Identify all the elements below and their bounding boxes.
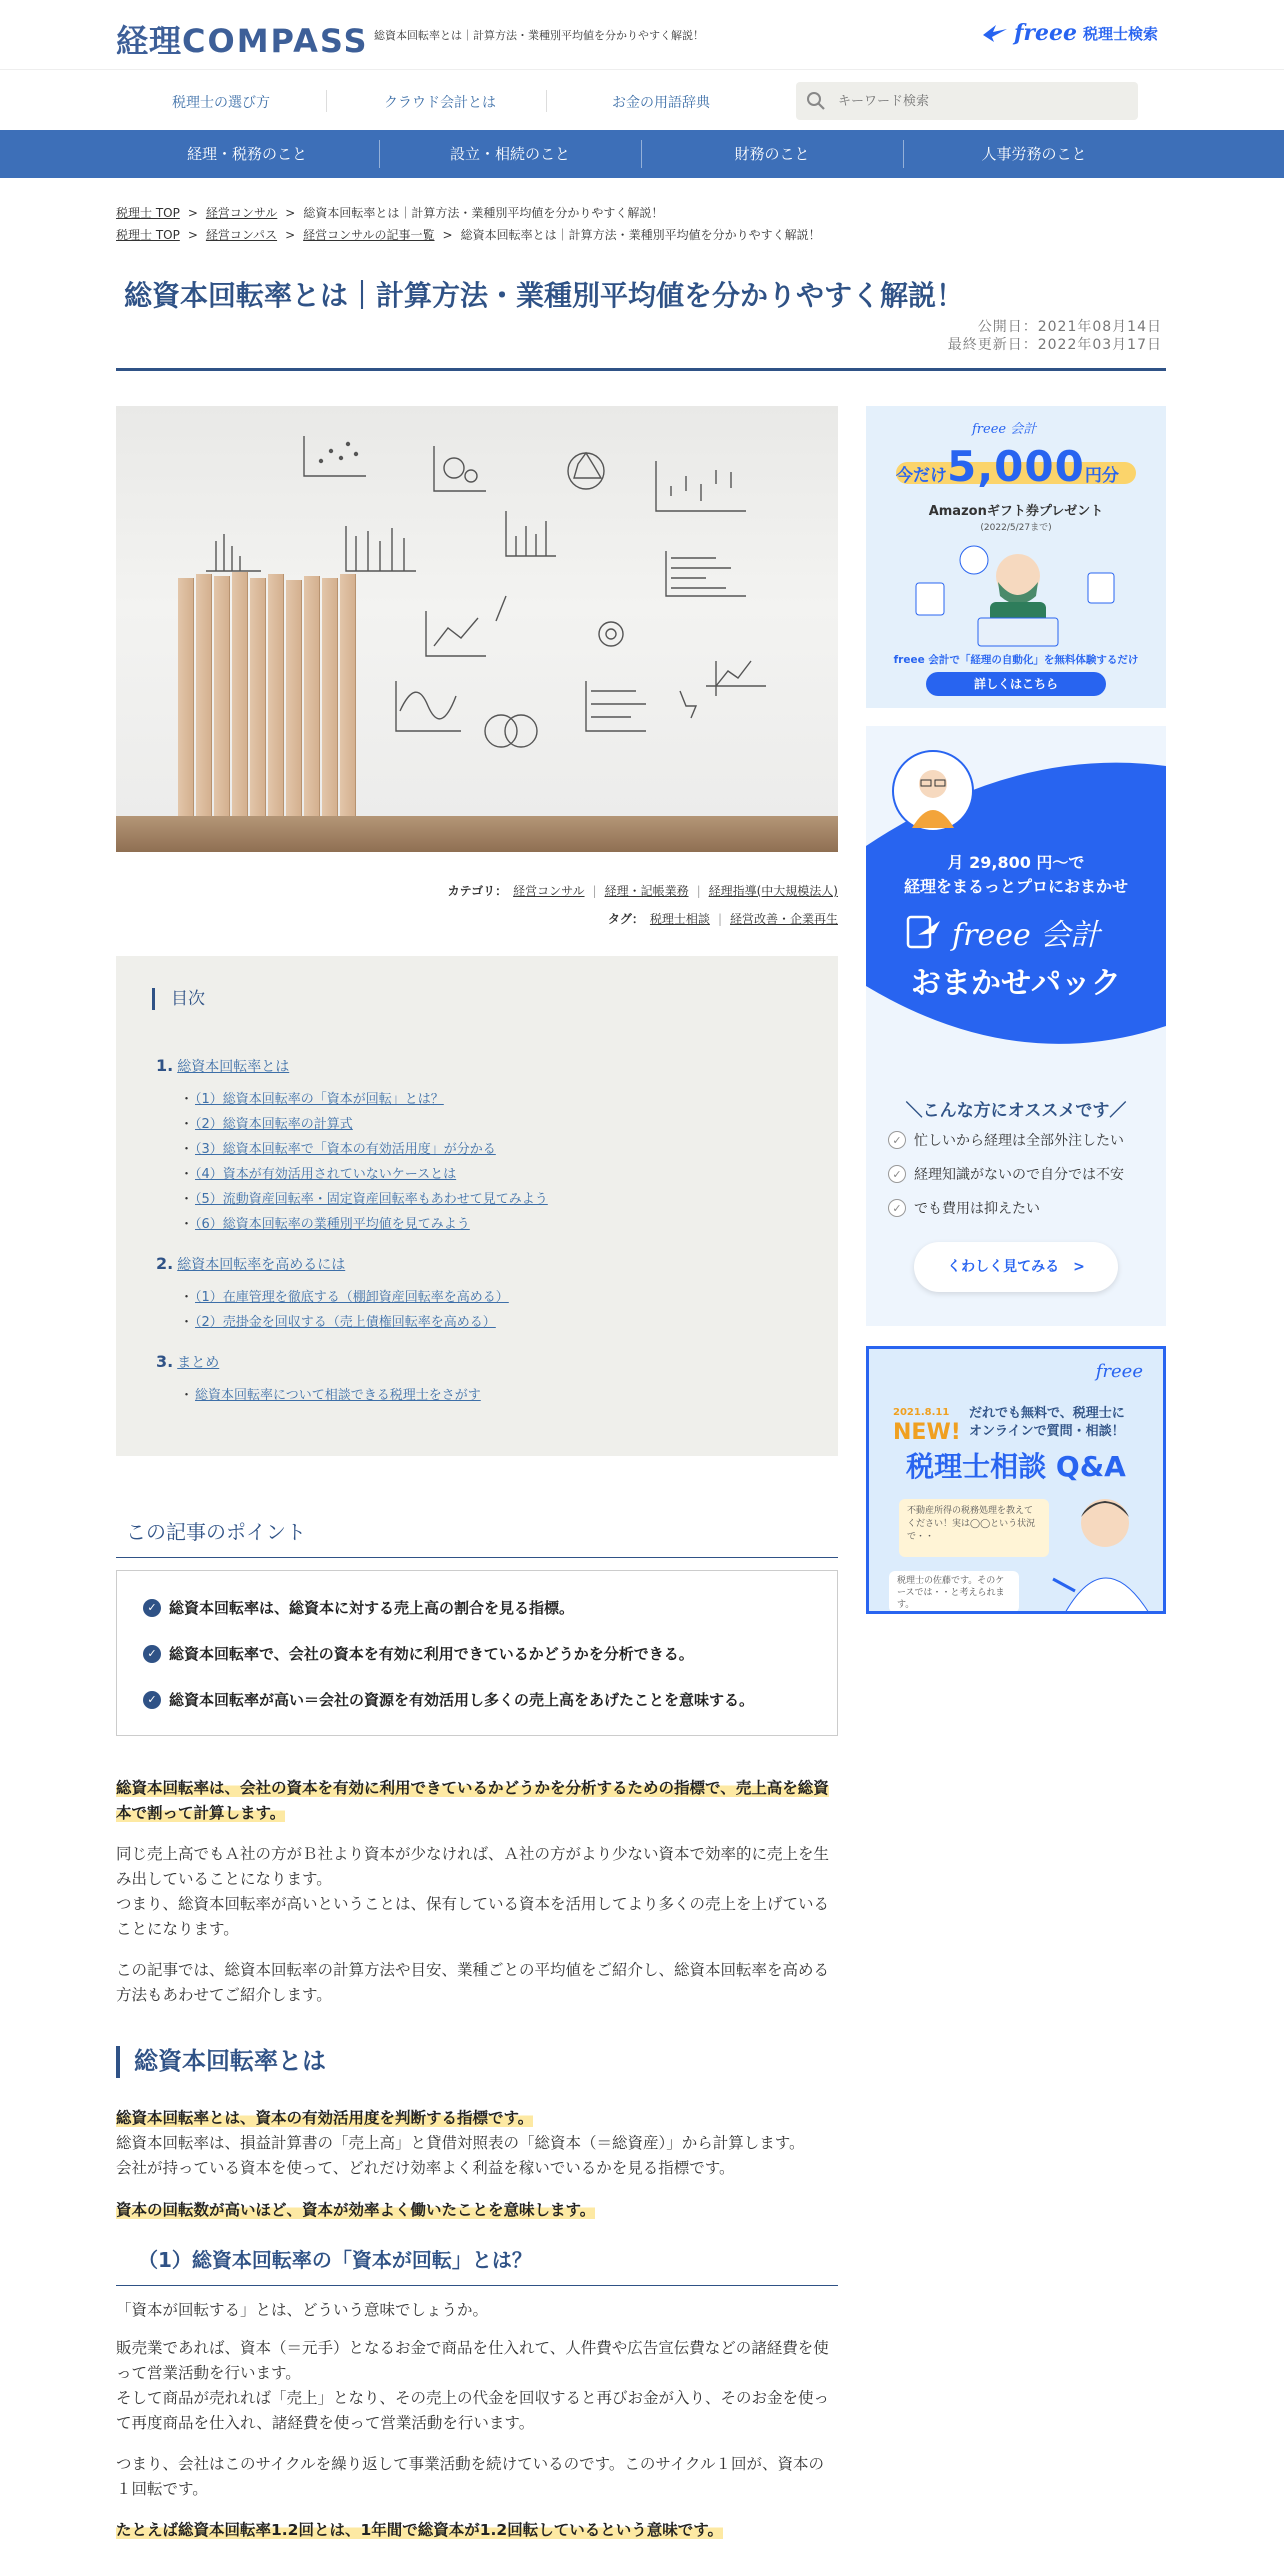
ad-freee-logo: freee [1095,1361,1143,1382]
breadcrumb-link-compass[interactable]: 経営コンパス [205,228,278,242]
main-navigation [0,130,1284,178]
check-circle-icon: ✓ [143,1691,161,1709]
toc-subitem [180,1163,456,1182]
subnav-item-choose-accountant[interactable]: 税理士の選び方 [172,95,270,111]
logo-kanji: 経理 [116,22,183,60]
toc-subitem [180,1088,444,1107]
toc-link[interactable]: （4）資本が有効活用されていないケースとは [195,1167,457,1182]
title-divider [116,368,1166,371]
hero-book [340,574,356,816]
category-link[interactable]: 経理・記帳業務 [604,884,689,898]
freee-bird-icon [982,23,1008,43]
toc-subitem [180,1138,496,1157]
ad-freee-logo: freee 会計 [906,910,1100,954]
updated-date: 最終更新日：2022年03月17日 [947,337,1162,353]
toc-subitem [180,1113,353,1132]
check-circle-icon: ✓ [888,1131,906,1149]
ad-view-more-button[interactable]: くわしく見てみる > [914,1242,1118,1292]
ad-tax-qa[interactable] [866,1346,1166,1614]
section-heading: 総資本回転率とは [116,2046,838,2078]
mainnav-item-accounting-tax[interactable]: 経理・税務のこと [186,145,307,163]
check-circle-icon: ✓ [143,1645,161,1663]
toc-heading: 目次 [152,988,205,1010]
toc-link[interactable]: （2）総資本回転率の計算式 [195,1117,353,1132]
freee-brand-word: freee [1013,20,1077,46]
calculator-icon [906,915,944,949]
breadcrumb: 税理士 TOP > 経営コンパス > 経営コンサルの記事一覧 > 総資本回転率とは｜計算方法・業種別平均値を分かりやすく解説！ [116,228,821,242]
header-tagline: 総資本回転率とは｜計算方法・業種別平均値を分かりやすく解説！ [374,29,704,42]
ad-product-name: おまかせパック [911,966,1121,1001]
hero-image [116,406,838,852]
ad-recommend-heading: ＼こんな方にオススメです／ [905,1101,1127,1121]
breadcrumb-link-top[interactable]: 税理士 TOP [116,228,180,242]
breadcrumb-current: 総資本回転率とは｜計算方法・業種別平均値を分かりやすく解説！ [303,206,664,220]
toc-subitem [180,1213,470,1232]
freee-brand-link[interactable] [982,20,1158,46]
subnav-item-cloud-accounting[interactable]: クラウド会計とは [384,95,496,111]
toc-section: 1. 総資本回転率とは [156,1056,290,1075]
mainnav-item-finance[interactable]: 財務のこと [734,145,810,163]
points-box [116,1570,838,1736]
ad-freee-logo: freee 会計 [972,422,1037,437]
ad-gift-text: Amazonギフト券プレゼント [928,504,1104,519]
ad-description: freee 会計で「経理の自動化」を無料体験するだけ [893,654,1139,666]
search-input[interactable] [838,90,1118,112]
hero-book [214,576,230,816]
check-circle-icon: ✓ [143,1599,161,1617]
toc-link[interactable]: （6）総資本回転率の業種別平均値を見てみよう [195,1217,470,1232]
hero-book [178,578,194,816]
category-link[interactable]: 経理指導(中大規模法人) [708,884,838,898]
toc-link[interactable]: 総資本回転率とは [177,1059,290,1075]
check-circle-icon: ✓ [888,1199,906,1217]
toc-link[interactable]: 総資本回転率について相談できる税理士をさがす [195,1388,481,1403]
category-line: カテゴリ： 経営コンサル | 経理・記帳業務 | 経理指導(中大規模法人) [447,884,838,898]
sub-navigation [0,70,1284,130]
article-dates [948,318,1162,354]
ad-price: 月 29,800 円〜で [947,853,1085,872]
toc-subitem [180,1188,548,1207]
ad-new-badge: 2021.8.11 NEW! [893,1407,961,1445]
published-date: 公開日：2021年08月14日 [977,319,1162,335]
breadcrumb: 税理士 TOP > 経営コンサル > 総資本回転率とは｜計算方法・業種別平均値を分かりやすく解説！ [116,206,664,220]
toc-subitem [180,1384,481,1403]
body-paragraph: 総資本回転率とは、資本の有効活用度を判断する指標です。 総資本回転率は、損益計算書の「売上高」と貸借対照表の「総資本（＝総資産）」から計算します。 会社が持っている資本を使って、どれだけ効率よく利益を稼いでいるかを見る指標です。 [116,2109,805,2177]
point-item: ✓ 総資本回転率で、会社の資本を有効に利用できているかどうかを分析できる。 [143,1643,694,1664]
breadcrumb-link-top[interactable]: 税理士 TOP [116,206,180,220]
category-label: カテゴリ： [447,884,508,898]
hero-floor [116,816,838,852]
body-paragraph: たとえば総資本回転率1.2回とは、1年間で総資本が1.2回転しているという意味です。 [116,2521,723,2539]
body-paragraph: 販売業であれば、資本（＝元手）となるお金で商品を仕入れて、人件費や広告宣伝費などの諸経費を使って営業活動を行います。 そして商品が売れれば「売上」となり、その売上の代金を回収すると再びお金が入り、そのお金を使って再度商品を仕入れ、諸経費を使って営業活動を行います。 [116,2339,830,2432]
toc-link[interactable]: （5）流動資産回転率・固定資産回転率もあわせて見てみよう [195,1192,548,1207]
toc-link[interactable]: （2）売掛金を回収する（売上債権回転率を高める） [195,1315,496,1330]
site-logo[interactable] [116,16,368,62]
ad-check-item: ✓ でも費用は抑えたい [888,1198,1040,1218]
toc-section: 2. 総資本回転率を高めるには [156,1254,346,1273]
ad-avatar [892,750,974,832]
toc-link[interactable]: 総資本回転率を高めるには [177,1257,346,1273]
tag-line: タグ： 税理士相談 | 経営改善・企業再生 [607,912,838,926]
tag-label: タグ： [607,912,644,926]
toc-link[interactable]: （1）総資本回転率の「資本が回転」とは？ [195,1092,444,1107]
ad-question-bubble: 不動産所得の税務処理を教えてください！実は◯◯という状況で・・ [899,1499,1049,1557]
body-paragraph: この記事では、総資本回転率の計算方法や目安、業種ごとの平均値をご紹介し、総資本回転率を高める方法もあわせてご紹介します。 [116,1961,830,2004]
toc-subitem [180,1311,496,1330]
intro-paragraph: 総資本回転率は、会社の資本を有効に利用できているかどうかを分析するための指標で、売上高を総資本で割って計算します。 [116,1779,829,1822]
breadcrumb-link-articles[interactable]: 経営コンサルの記事一覧 [303,228,435,242]
hero-book [286,580,302,816]
hero-book [268,574,284,816]
point-item: ✓ 総資本回転率が高い＝会社の資源を有効活用し多くの売上高をあげたことを意味する。 [143,1689,754,1710]
freee-brand-text: 税理士検索 [1082,24,1158,43]
search-box[interactable] [796,82,1138,120]
hero-book [250,578,266,816]
toc-link[interactable]: まとめ [177,1355,220,1371]
ad-check-item: ✓ 忙しいから経理は全部外注したい [888,1130,1124,1150]
subsection-heading: （1）総資本回転率の「資本が回転」とは？ [116,2244,838,2286]
ad-omakase-pack[interactable] [866,726,1166,1326]
points-heading: この記事のポイント [116,1516,838,1558]
hero-book [322,578,338,816]
tag-link[interactable]: 経営改善・企業再生 [729,912,838,926]
body-paragraph: 「資本が回転する」とは、どういう意味でしょうか。 [116,2301,489,2319]
ad-subtitle: だれでも無料で、税理士に オンラインで質問・相談！ [969,1406,1125,1439]
breadcrumb-link-consulting[interactable]: 経営コンサル [205,206,278,220]
breadcrumb-current: 総資本回転率とは｜計算方法・業種別平均値を分かりやすく解説！ [460,228,821,242]
page-title: 総資本回転率とは｜計算方法・業種別平均値を分かりやすく解説！ [124,279,965,312]
check-circle-icon: ✓ [888,1165,906,1183]
subnav-divider [326,90,327,112]
ad-headline: 今だけ5,000円分 [896,442,1119,491]
category-link[interactable]: 経営コンサル [513,884,585,898]
tag-link[interactable]: 税理士相談 [649,912,710,926]
ad-title: 税理士相談 Q&A [906,1450,1126,1483]
body-paragraph: 資本の回転数が高いほど、資本が効率よく働いたことを意味します。 [116,2201,596,2219]
point-item: ✓ 総資本回転率は、総資本に対する売上高の割合を見る指標。 [143,1597,574,1618]
hero-book [196,574,212,816]
mainnav-item-founding-inheritance[interactable]: 設立・相続のこと [449,145,570,163]
ad-amazon-gift-campaign[interactable] [866,406,1166,708]
table-of-contents [116,956,838,1456]
ad-advisor-illustration [1045,1483,1155,1613]
ad-lead: 経理をまるっとプロにおまかせ [903,877,1128,896]
toc-link[interactable]: （3）総資本回転率で「資本の有効活用度」が分かる [195,1142,496,1157]
ad-answer-bubble: 税理士の佐藤です。そのケースでは・・と考えられます。 [889,1571,1019,1613]
site-header [0,0,1284,70]
subnav-item-glossary[interactable]: お金の用語辞典 [612,95,710,111]
toc-subitem [180,1286,509,1305]
toc-link[interactable]: （1）在庫管理を徹底する（棚卸資産回転率を高める） [195,1290,509,1305]
ad-check-item: ✓ 経理知識がないので自分では不安 [888,1164,1124,1184]
hero-book [304,576,320,816]
subnav-divider [546,90,547,112]
body-paragraph: 同じ売上高でもＡ社の方がＢ社より資本が少なければ、Ａ社の方がより少ない資本で効率的に売上を生み出していることになります。 つまり、総資本回転率が高いということは、保有している資本を活用してより多くの売上を上げていることになります。 [116,1845,830,1938]
ad-period: (2022/5/27まで) [980,523,1052,533]
ad-person-illustration [906,538,1126,648]
logo-word: COMPASS [182,22,369,60]
mainnav-item-hr-labor[interactable]: 人事労務のこと [981,145,1087,163]
search-icon[interactable] [806,91,826,111]
hero-book [232,572,248,816]
body-paragraph: つまり、会社はこのサイクルを繰り返して事業活動を続けているのです。このサイクル１回が、資本の１回転です。 [116,2455,825,2498]
ad-details-button[interactable]: 詳しくはこちら [926,672,1106,696]
toc-section: 3. まとめ [156,1352,220,1371]
